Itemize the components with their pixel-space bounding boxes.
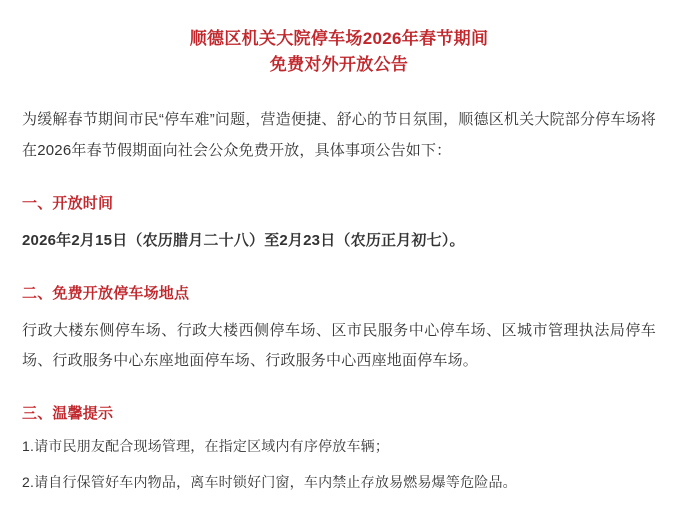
title-line-2: 免费对外开放公告 [269,55,409,74]
tip-item-1: 1.请市民朋友配合现场管理，在指定区域内有序停放车辆； [22,438,390,454]
section-heading-locations: 二、免费开放停车场地点 [22,285,190,302]
page-title [22,26,656,78]
tip-item-2: 2.请自行保管好车内物品，离车时锁好门窗，车内禁止存放易燃易爆等危险品。 [22,474,517,490]
title-line-1: 顺德区机关大院停车场2026年春节期间 [189,29,489,48]
section-locations [22,282,656,376]
section-body-opening-time: 2026年2月15日（农历腊月二十八）至2月23日（农历正月初七）。 [22,232,465,249]
intro-paragraph: 为缓解春节期间市民“停车难”问题，营造便捷、舒心的节日氛围，顺德区机关大院部分停车场将在2026年春节假期面向社会公众免费开放，具体事项公告如下： [22,111,656,159]
section-heading-opening-time: 一、开放时间 [22,195,114,212]
section-body-locations: 行政大楼东侧停车场、行政大楼西侧停车场、区市民服务中心停车场、区城市管理执法局停车场、行政服务中心东座地面停车场、行政服务中心西座地面停车场。 [22,322,656,369]
section-opening-time [22,192,656,256]
section-tips [22,402,656,494]
section-heading-tips: 三、温馨提示 [22,405,114,422]
